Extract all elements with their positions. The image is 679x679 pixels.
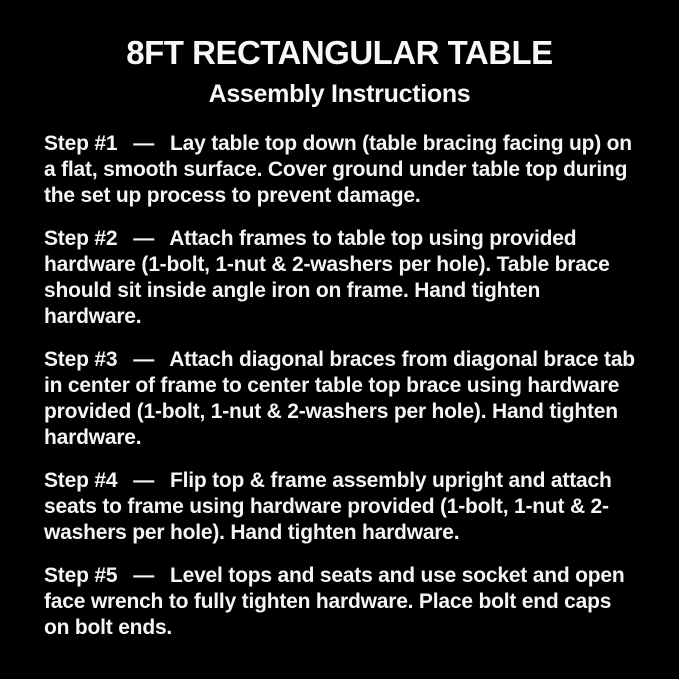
header <box>0 0 679 109</box>
step-2-text: Step #2 — Attach frames to table top using provided hardware (1-bolt, 1-nut & 2-washers per hole). Table brace should sit inside angle iron on frame. Hand tighten hardware. <box>44 227 610 328</box>
page-subtitle: Assembly Instructions <box>208 80 471 108</box>
steps-list <box>44 131 635 641</box>
step-1-text: Step #1 — Lay table top down (table bracing facing up) on a flat, smooth surface. Cover ground under table top during the set up process to prevent damage. <box>44 132 632 207</box>
step-3-text: Step #3 — Attach diagonal braces from diagonal brace tab in center of frame to center table top brace using hardware provided (1-bolt, 1-nut & 2-washers per hole). Hand tighten hardware. <box>44 348 635 449</box>
page-title: 8FT RECTANGULAR TABLE <box>126 34 553 71</box>
step-4-text: Step #4 — Flip top & frame assembly upright and attach seats to frame using hardware provided (1-bolt, 1-nut & 2-washers per hole). Hand tighten hardware. <box>44 469 612 544</box>
step-5-text: Step #5 — Level tops and seats and use socket and open face wrench to fully tighten hardware. Place bolt end caps on bolt ends. <box>44 564 625 639</box>
